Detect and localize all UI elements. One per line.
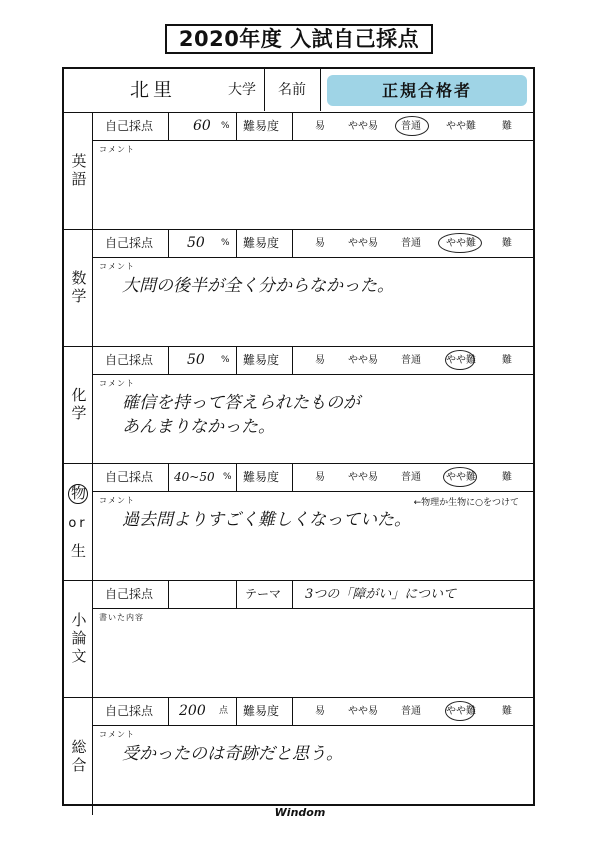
difficulty-label: 難易度 <box>243 353 280 367</box>
score-value: 40~50 <box>174 470 215 484</box>
score-value: 60 <box>193 118 211 134</box>
divider <box>320 69 321 111</box>
instruction-note: ←物理か生物に○をつけて <box>413 498 519 508</box>
score-label: 自己採点 <box>105 704 154 718</box>
subject-label-cell <box>64 581 93 697</box>
score-sheet <box>62 67 535 806</box>
difficulty-option: 普通 <box>401 238 421 249</box>
difficulty-option: 易 <box>315 121 325 132</box>
difficulty-option-selected: やや易 <box>348 706 378 717</box>
percent-unit: % <box>221 238 230 248</box>
divider <box>236 581 237 608</box>
difficulty-option: やや易 <box>348 121 378 132</box>
difficulty-option: 普通 <box>401 706 421 717</box>
score-row <box>93 347 533 375</box>
section-physics-biology <box>64 464 533 581</box>
divider <box>168 464 169 491</box>
divider <box>168 113 169 140</box>
divider <box>292 581 293 608</box>
difficulty-option: 易 <box>315 706 325 717</box>
score-row <box>93 464 533 492</box>
difficulty-option: やや易 <box>348 355 378 366</box>
difficulty-option: 難 <box>502 355 512 366</box>
score-row <box>93 230 533 258</box>
divider <box>168 698 169 725</box>
comment-label: コメント <box>99 262 135 271</box>
difficulty-option: やや易 <box>348 472 378 483</box>
essay-content-label: 書いた内容 <box>99 613 144 622</box>
name-label: 名前 <box>278 82 306 98</box>
divider <box>264 69 265 111</box>
comment-label: コメント <box>99 379 135 388</box>
comment-text: 確信を持って答えられたものが あんまりなかった。 <box>122 393 360 437</box>
subject-label: 総合 <box>69 738 88 775</box>
percent-unit: % <box>223 472 232 482</box>
comment-label: コメント <box>99 730 135 739</box>
difficulty-option: 難 <box>502 706 512 717</box>
divider <box>292 230 293 257</box>
score-value: 50 <box>187 352 205 368</box>
difficulty-option-selected: やや難 <box>446 472 476 483</box>
comment-text: 過去問よりすごく難しくなっていた。 <box>122 510 411 530</box>
comment-label: コメント <box>99 145 135 154</box>
score-value: 200 <box>179 703 206 719</box>
score-row <box>93 698 533 726</box>
circled-subject: 物 <box>69 484 87 503</box>
section-chemistry <box>64 347 533 464</box>
subject-label: 数学 <box>69 270 88 306</box>
score-row <box>93 581 533 609</box>
difficulty-label: 難易度 <box>243 236 280 250</box>
subject-label: 小論文 <box>69 612 88 666</box>
or-label: or <box>68 515 88 531</box>
difficulty-label: 難易度 <box>243 119 280 133</box>
difficulty-option-selected: やや難 <box>446 355 476 366</box>
result-badge: 正規合格者 <box>327 75 527 106</box>
difficulty-option: 易 <box>315 355 325 366</box>
difficulty-option: 易 <box>315 238 325 249</box>
theme-label: テーマ <box>245 587 282 601</box>
divider <box>236 464 237 491</box>
subject-label-cell <box>64 464 93 580</box>
score-label: 自己採点 <box>105 236 154 250</box>
difficulty-option: やや易 <box>348 238 378 249</box>
divider <box>292 698 293 725</box>
points-unit: 点 <box>219 706 229 716</box>
header-row <box>64 69 533 113</box>
difficulty-label: 難易度 <box>243 470 280 484</box>
percent-unit: % <box>221 121 230 131</box>
difficulty-option: やや難 <box>446 121 476 132</box>
subject-label-cell <box>64 698 93 815</box>
difficulty-option-selected: やや難 <box>446 238 476 249</box>
score-row <box>93 113 533 141</box>
subject-label: 英語 <box>69 153 88 189</box>
footer-brand: Windom <box>274 806 326 819</box>
page-title: 2020年度 入試自己採点 <box>165 24 433 54</box>
section-total <box>64 698 533 815</box>
difficulty-option-selected: 普通 <box>401 121 421 132</box>
divider <box>236 347 237 374</box>
divider <box>236 230 237 257</box>
subject-label-cell <box>64 230 93 346</box>
subject-label-cell <box>64 113 93 229</box>
score-label: 自己採点 <box>105 587 154 601</box>
university-value: 北里 <box>130 79 177 101</box>
score-label: 自己採点 <box>105 470 154 484</box>
percent-unit: % <box>221 355 230 365</box>
score-label: 自己採点 <box>105 119 154 133</box>
section-essay <box>64 581 533 698</box>
subject-label: 化学 <box>69 387 88 423</box>
difficulty-option: 易 <box>315 472 325 483</box>
divider <box>292 113 293 140</box>
score-label: 自己採点 <box>105 353 154 367</box>
difficulty-option: 難 <box>502 238 512 249</box>
divider <box>292 347 293 374</box>
section-english <box>64 113 533 230</box>
divider <box>168 230 169 257</box>
divider <box>236 698 237 725</box>
score-value: 50 <box>187 235 205 251</box>
comment-text: 大問の後半が全く分からなかった。 <box>122 276 394 296</box>
theme-value: 3つの「障がい」について <box>305 587 457 602</box>
divider <box>168 581 169 608</box>
difficulty-option: 普通 <box>401 355 421 366</box>
difficulty-option: 普通 <box>401 472 421 483</box>
comment-text: 受かったのは奇跡だと思う。 <box>122 744 343 764</box>
divider <box>292 464 293 491</box>
subject-label: 生 <box>69 542 87 561</box>
divider <box>236 113 237 140</box>
divider <box>168 347 169 374</box>
university-label: 大学 <box>228 82 256 98</box>
difficulty-option: やや難 <box>446 706 476 717</box>
comment-label: コメント <box>99 496 135 505</box>
subject-label-cell <box>64 347 93 463</box>
difficulty-option: 難 <box>502 472 512 483</box>
difficulty-option: 難 <box>502 121 512 132</box>
section-math <box>64 230 533 347</box>
difficulty-label: 難易度 <box>243 704 280 718</box>
